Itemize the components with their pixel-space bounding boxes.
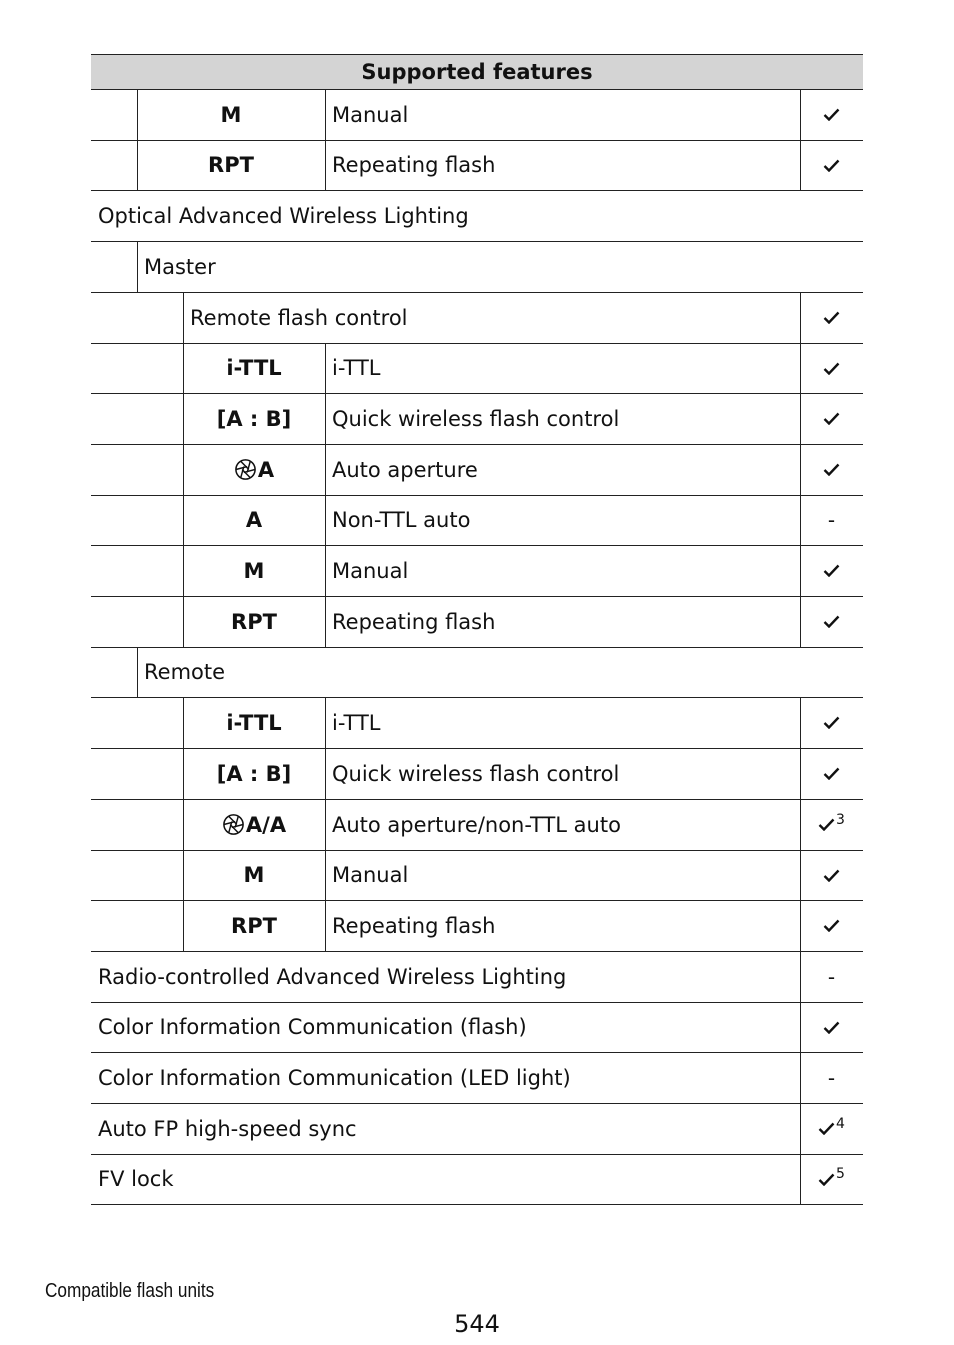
check-icon — [823, 1021, 840, 1034]
feature-label: Repeating flash — [332, 913, 496, 938]
check-icon — [823, 412, 840, 425]
check-icon — [818, 1122, 835, 1135]
check-icon — [823, 362, 840, 375]
check-icon — [823, 615, 840, 628]
support-mark — [800, 140, 863, 190]
feature-label: Remote — [144, 660, 226, 684]
support-mark — [800, 89, 863, 140]
feature-label: Auto FP high-speed sync — [98, 1116, 357, 1141]
feature-label: Auto aperture/non-TTL auto — [332, 812, 621, 837]
check-icon — [823, 108, 840, 121]
mode-code-text: i-TTL — [226, 710, 282, 735]
mode-code-text: RPT — [231, 609, 277, 634]
feature-label: Radio-controlled Advanced Wireless Lighting — [98, 964, 567, 989]
mode-code — [183, 596, 325, 647]
check-icon — [823, 564, 840, 577]
check-icon — [823, 919, 840, 932]
support-mark — [800, 1002, 863, 1052]
check-icon — [823, 311, 840, 324]
support-mark — [800, 1103, 863, 1154]
unsupported-dash: - — [827, 1065, 836, 1090]
mode-code-text: M — [243, 558, 265, 583]
support-mark — [800, 900, 863, 951]
mode-code-text: [A : B] — [216, 406, 292, 431]
mode-code — [183, 393, 325, 444]
check-icon — [823, 869, 840, 882]
mode-code — [183, 850, 325, 900]
mode-code — [183, 900, 325, 951]
support-mark — [800, 697, 863, 748]
mode-code-text: i-TTL — [226, 356, 282, 380]
feature-label: Color Information Communication (flash) — [98, 1015, 527, 1039]
mode-code — [183, 799, 325, 850]
mode-code-text: RPT — [208, 153, 254, 177]
feature-label: Remote flash control — [190, 305, 408, 330]
feature-label: Manual — [332, 558, 409, 583]
mode-code-text: [A : B] — [216, 761, 292, 786]
grid-line — [91, 1204, 863, 1205]
feature-label: Repeating flash — [332, 153, 496, 177]
mode-code-text: A/A — [245, 812, 287, 837]
unsupported-dash: - — [827, 508, 836, 532]
support-mark — [800, 545, 863, 596]
footnote-ref: 3 — [836, 811, 845, 828]
feature-label: Color Information Communication (LED light) — [98, 1065, 571, 1090]
support-mark — [800, 393, 863, 444]
mode-code — [183, 748, 325, 799]
check-icon — [823, 159, 840, 172]
feature-label: Repeating flash — [332, 609, 496, 634]
feature-label: Master — [144, 254, 216, 279]
section-footer: Compatible flash units — [45, 1280, 215, 1302]
check-icon — [823, 463, 840, 476]
grid-line — [91, 54, 863, 55]
mode-code — [137, 140, 325, 190]
table-header: Supported features — [91, 55, 863, 89]
support-mark — [800, 748, 863, 799]
feature-label: i-TTL — [332, 356, 381, 380]
feature-label: Quick wireless flash control — [332, 406, 620, 431]
support-mark — [800, 596, 863, 647]
feature-label: Optical Advanced Wireless Lighting — [98, 203, 469, 228]
check-icon — [818, 1173, 835, 1186]
mode-code — [183, 444, 325, 495]
feature-label: i-TTL — [332, 710, 381, 735]
mode-code-text: A — [257, 457, 275, 482]
check-icon — [823, 767, 840, 780]
support-mark — [800, 292, 863, 343]
mode-code — [183, 343, 325, 393]
support-mark — [800, 1052, 863, 1103]
page-number: 544 — [454, 1310, 500, 1338]
check-icon — [818, 818, 835, 831]
footnote-ref: 5 — [836, 1166, 845, 1182]
mode-code — [137, 89, 325, 140]
support-mark — [800, 343, 863, 393]
support-mark — [800, 799, 863, 850]
feature-label: Manual — [332, 863, 409, 887]
mode-code-text: M — [243, 863, 265, 887]
check-icon — [823, 716, 840, 729]
feature-label: Quick wireless flash control — [332, 761, 620, 786]
feature-label: FV lock — [98, 1167, 174, 1191]
mode-code — [183, 697, 325, 748]
unsupported-dash: - — [827, 964, 836, 989]
mode-code-text: A — [245, 508, 263, 532]
support-mark — [800, 444, 863, 495]
mode-code-text: RPT — [231, 913, 277, 938]
feature-label: Manual — [332, 102, 409, 127]
mode-code-text: M — [220, 102, 242, 127]
auto-aperture-icon — [234, 458, 257, 481]
support-mark — [800, 495, 863, 545]
support-mark — [800, 951, 863, 1002]
feature-label: Auto aperture — [332, 457, 478, 482]
support-mark — [800, 1154, 863, 1204]
support-mark — [800, 850, 863, 900]
mode-code — [183, 495, 325, 545]
feature-label: Non-TTL auto — [332, 508, 471, 532]
auto-aperture-icon — [222, 813, 245, 836]
mode-code — [183, 545, 325, 596]
footnote-ref: 4 — [836, 1115, 845, 1132]
